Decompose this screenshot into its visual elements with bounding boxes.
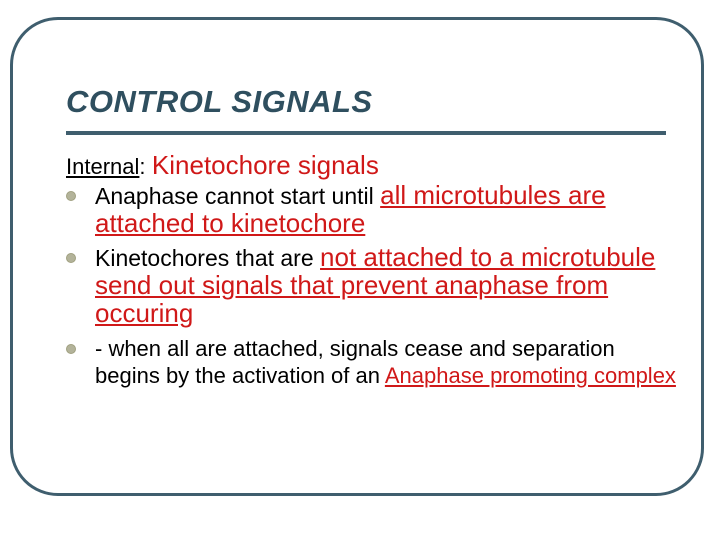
- bullet-item: [66, 335, 676, 389]
- bullet-text: Anaphase cannot start until: [95, 183, 381, 209]
- internal-line: [66, 150, 676, 180]
- title-divider: [66, 131, 666, 135]
- bullet-red-text: all microtubules are attached to kinetochore: [95, 180, 606, 238]
- bullet-dot-icon: [66, 253, 76, 263]
- bullet-dot-icon: [66, 344, 76, 354]
- internal-value: Kinetochore signals: [151, 150, 379, 180]
- slide-title: CONTROL SIGNALS: [66, 84, 373, 119]
- internal-colon: :: [139, 154, 146, 179]
- internal-label: Internal: [66, 154, 140, 179]
- bullet-text: Kinetochores that are: [95, 245, 321, 271]
- bullet-item: [66, 182, 676, 238]
- bullet-dot-icon: [66, 191, 76, 201]
- anaphase-promoting-complex-link[interactable]: Anaphase promoting complex: [384, 363, 676, 388]
- slide-content: [66, 150, 676, 389]
- bullet-text: - when all are attached, signals cease and separation begins by the activation of an: [95, 336, 615, 388]
- bullet-item: [66, 244, 676, 328]
- bullet-red-text: not attached to a microtubule send out signals that prevent anaphase from occuring: [95, 242, 656, 328]
